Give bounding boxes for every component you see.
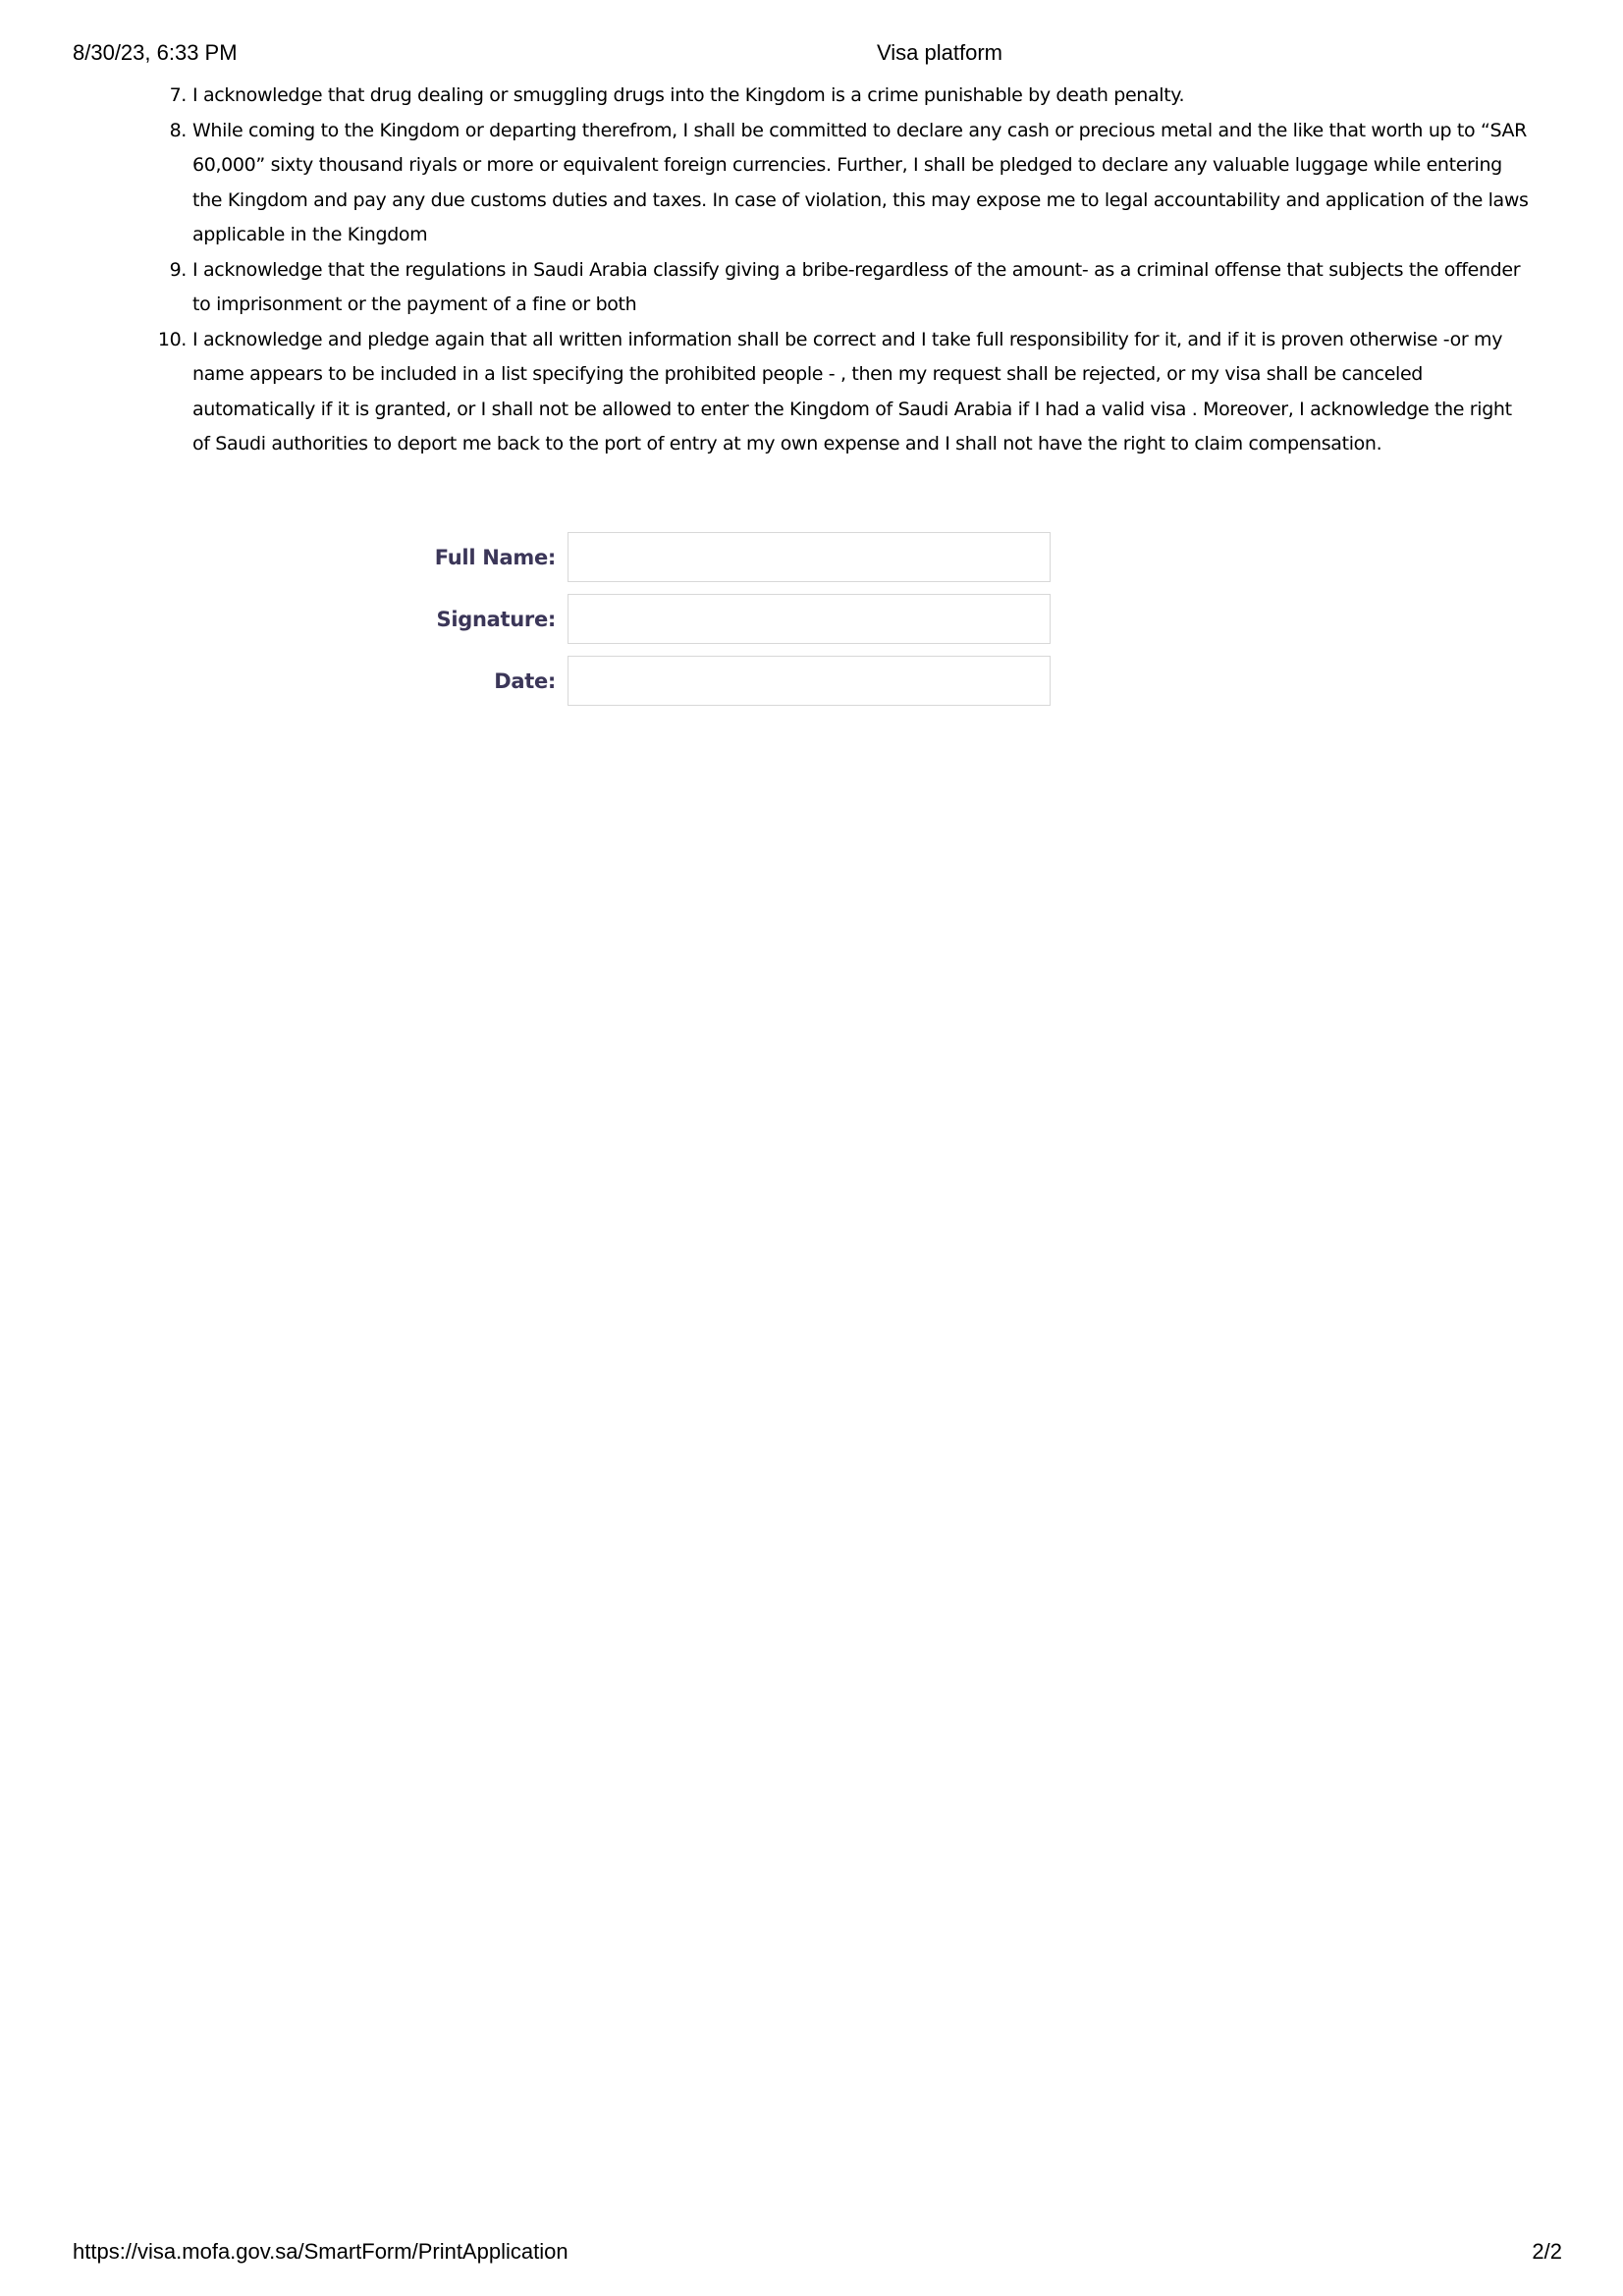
print-page-number: 2/2 — [1532, 2239, 1562, 2264]
declaration-text: I acknowledge that drug dealing or smuggling drugs into the Kingdom is a crime punishable by death penalty. — [192, 84, 1185, 106]
full-name-label: Full Name: — [434, 545, 556, 569]
declaration-number: 8. — [169, 119, 187, 141]
declaration-item-7 — [169, 79, 1532, 114]
print-page-title: Visa platform — [877, 40, 1002, 65]
full-name-row — [373, 531, 1051, 583]
date-row — [373, 655, 1051, 707]
date-label: Date: — [494, 668, 556, 693]
declaration-list — [157, 79, 1532, 462]
declaration-item-9 — [169, 253, 1532, 323]
signature-label: Signature: — [436, 607, 556, 631]
signature-field[interactable] — [568, 594, 1051, 644]
date-field[interactable] — [568, 656, 1051, 706]
signature-row — [373, 593, 1051, 645]
declaration-text: While coming to the Kingdom or departing therefrom, I shall be committed to declare any cash or precious metal and the like that worth up to “SAR 60,000” sixty thousand riyals or more or equivalent foreign currencies. Further, I shall be pledged to declare any valuable luggage while entering the Kingdom and pay any due customs duties and taxes. In case of violation, this may expose me to legal accountability and application of the laws applicable in the Kingdom — [192, 119, 1529, 245]
declaration-item-10 — [157, 323, 1532, 462]
declaration-item-8 — [169, 114, 1532, 253]
signature-form — [373, 531, 1051, 717]
print-date-time: 8/30/23, 6:33 PM — [73, 40, 238, 65]
declaration-text: I acknowledge that the regulations in Saudi Arabia classify giving a bribe-regardless of the amount- as a criminal offense that subjects the offender to imprisonment or the payment of a fine or both — [192, 258, 1521, 315]
full-name-field[interactable] — [568, 532, 1051, 582]
declaration-number: 10. — [157, 328, 187, 350]
declaration-text: I acknowledge and pledge again that all written information shall be correct and I take full responsibility for it, and if it is proven otherwise -or my name appears to be included in a list specifying the prohibited people - , then my request shall be rejected, or my visa shall be canceled automatically if it is granted, or I shall not be allowed to enter the Kingdom of Saudi Arabia if I had a valid visa . Moreover, I acknowledge the right of Saudi authorities to deport me back to the port of entry at my own expense and I shall not have the right to claim compensation. — [192, 328, 1512, 454]
declaration-number: 7. — [169, 84, 187, 106]
print-source-url: https://visa.mofa.gov.sa/SmartForm/PrintApplication — [73, 2239, 568, 2264]
declaration-number: 9. — [169, 258, 187, 281]
